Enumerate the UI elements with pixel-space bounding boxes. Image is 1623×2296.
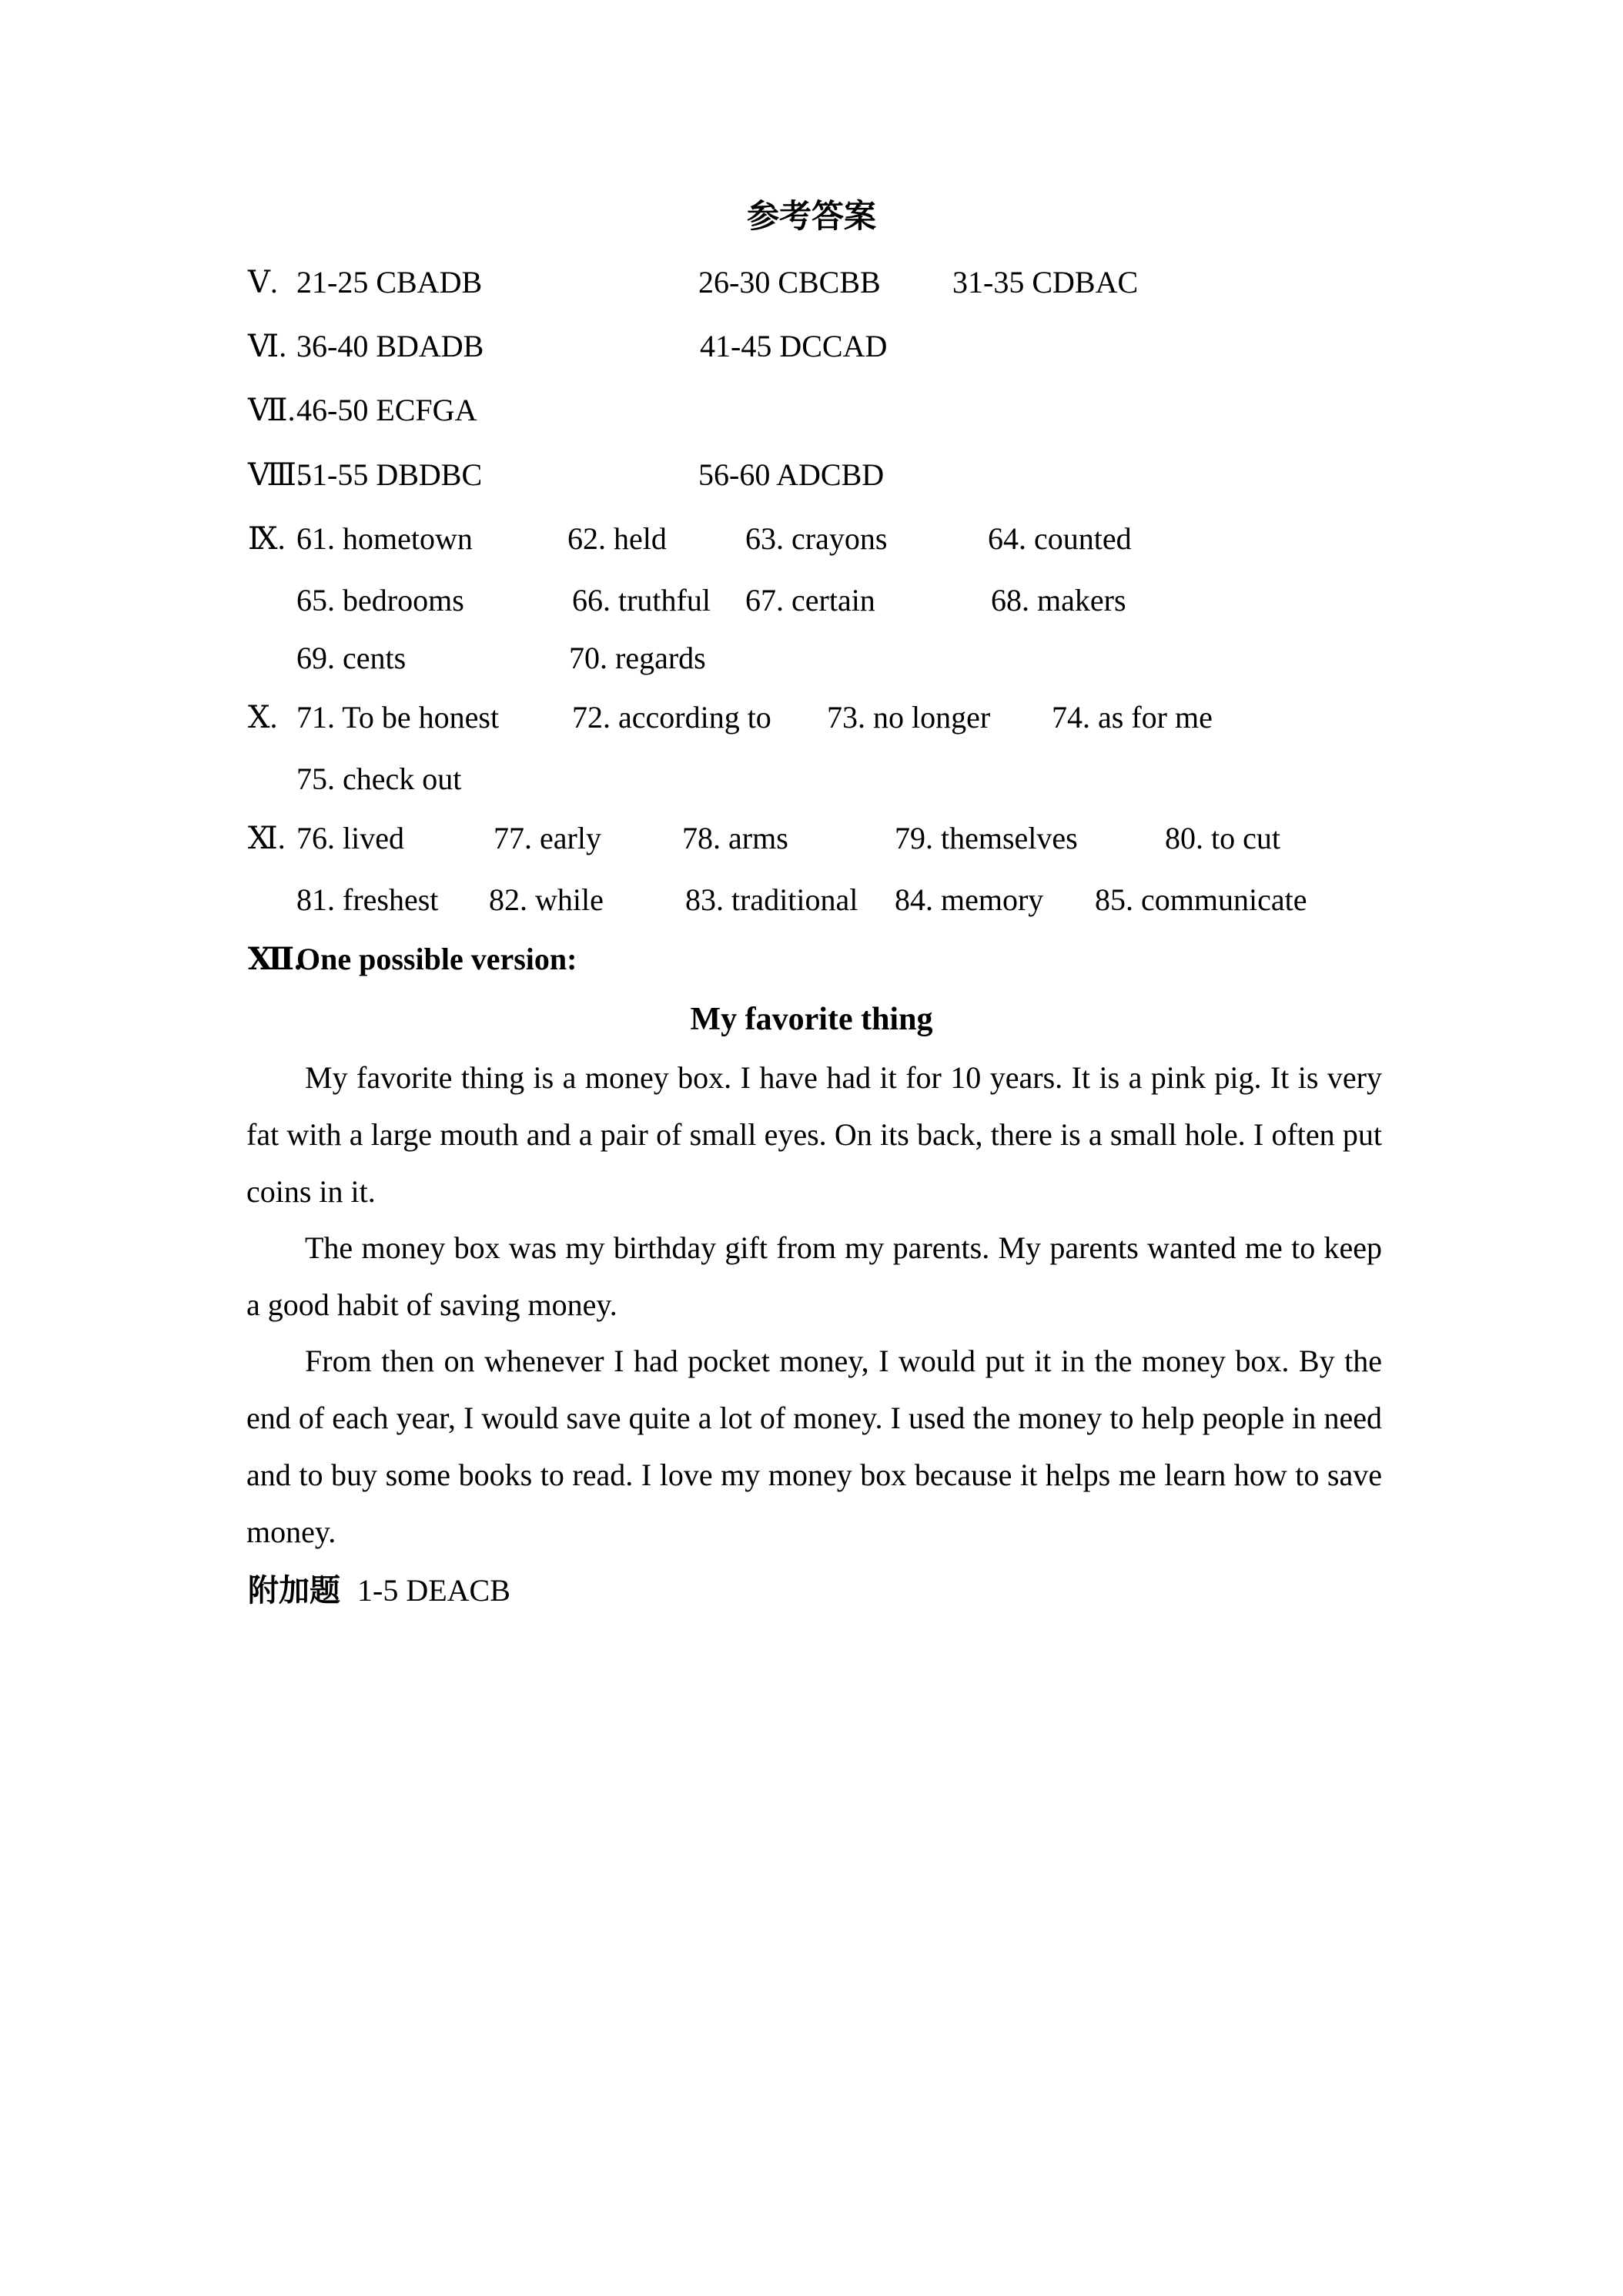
- answer-item: 75. check out: [296, 761, 462, 796]
- essay-paragraph: From then on whenever I had pocket money, I would put it in the money box. By the end of each year, I would save quite a lot of money. I used the money to help people in need and to buy some books to read. I love my money box because it helps me learn how to save money.: [246, 1344, 1382, 1549]
- section-numeral-vii: Ⅶ.: [248, 393, 296, 427]
- answer-group: 51-55 DBDBC: [296, 457, 483, 492]
- bonus-answers: 1-5 DEACB: [357, 1573, 510, 1608]
- section-numeral-viii: Ⅷ.: [248, 457, 305, 492]
- answer-item: 80. to cut: [1165, 821, 1280, 855]
- answer-item: 82. while: [489, 882, 604, 917]
- answer-item: 73. no longer: [827, 700, 991, 735]
- answer-group: 56-60 ADCBD: [698, 457, 885, 492]
- answer-group: 36-40 BDADB: [296, 329, 484, 363]
- essay-paragraph: My favorite thing is a money box. I have had it for 10 years. It is a pink pig. It is very fat with a large mouth and a pair of small eyes. On its back, there is a small hole. I often put coins in it.: [246, 1060, 1382, 1209]
- answer-group: 41-45 DCCAD: [700, 329, 888, 363]
- answer-item: 83. traditional: [685, 882, 858, 917]
- answer-item: 71. To be honest: [296, 700, 500, 735]
- answer-item: 65. bedrooms: [296, 583, 464, 618]
- answer-group: 21-25 CBADB: [296, 265, 483, 300]
- essay-paragraph: The money box was my birthday gift from my parents. My parents wanted me to keep a good habit of saving money.: [246, 1230, 1382, 1322]
- answer-item: 69. cents: [296, 641, 407, 675]
- section-numeral-xii: Ⅻ.: [248, 942, 303, 976]
- answer-item: 85. communicate: [1095, 882, 1307, 917]
- answer-item: 67. certain: [745, 583, 875, 618]
- answer-item: 61. hometown: [296, 521, 473, 556]
- answer-item: 66. truthful: [572, 583, 711, 618]
- answer-group: 31-35 CDBAC: [952, 265, 1139, 300]
- essay-title: My favorite thing: [690, 1002, 933, 1037]
- section-numeral-vi: Ⅵ.: [248, 329, 287, 363]
- answer-item: 81. freshest: [296, 882, 439, 917]
- answer-item: 62. held: [567, 521, 667, 556]
- section-numeral-xi: Ⅺ.: [248, 821, 286, 855]
- section-numeral-x: Ⅹ.: [248, 700, 278, 735]
- answer-item: 76. lived: [296, 821, 404, 855]
- answer-item: 74. as for me: [1052, 700, 1213, 735]
- answer-item: 79. themselves: [895, 821, 1078, 855]
- answer-item: 68. makers: [991, 583, 1126, 618]
- answer-item: 84. memory: [895, 882, 1044, 917]
- writing-label: One possible version:: [296, 942, 577, 976]
- answer-group: 26-30 CBCBB: [698, 265, 881, 300]
- section-numeral-ix: Ⅸ.: [248, 521, 286, 556]
- answer-group: 46-50 ECFGA: [296, 393, 477, 427]
- bonus-label: 附加题: [248, 1573, 340, 1608]
- page-title: 参考答案: [746, 199, 876, 235]
- answer-item: 70. regards: [569, 641, 706, 675]
- answer-item: 64. counted: [988, 521, 1132, 556]
- answer-item: 72. according to: [572, 700, 771, 735]
- section-numeral-v: Ⅴ.: [248, 265, 278, 300]
- answer-item: 63. crayons: [745, 521, 888, 556]
- answer-item: 77. early: [494, 821, 601, 855]
- answer-item: 78. arms: [682, 821, 788, 855]
